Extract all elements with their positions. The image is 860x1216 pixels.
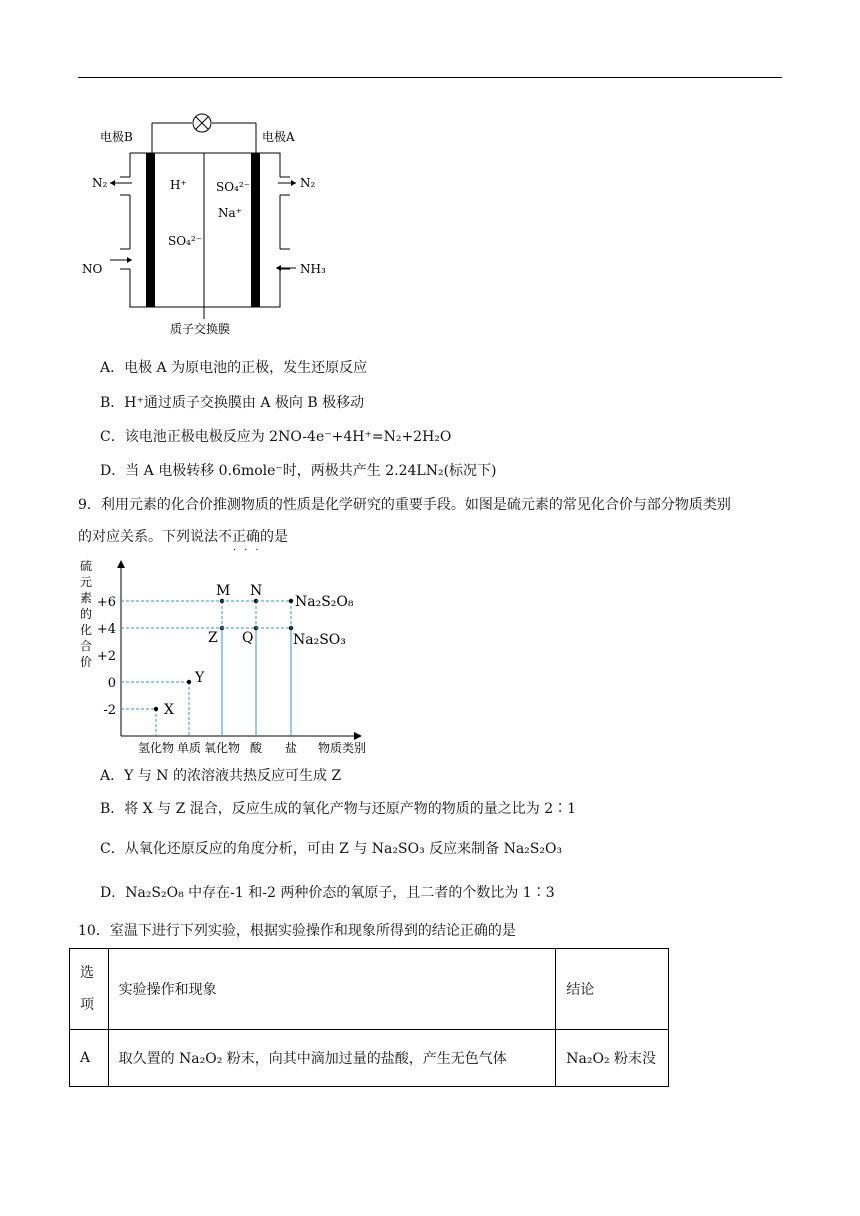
y-axis-label-char: 的 (80, 607, 93, 621)
point-label: Y (195, 670, 205, 686)
row-a-option: A (70, 1030, 109, 1087)
q9-option-a: A．Y 与 N 的浓溶液共热反应可生成 Z (100, 768, 342, 784)
y-axis-label-char: 硫 (80, 559, 93, 573)
header-rule (78, 77, 782, 78)
q8-option-b: B．H⁺通过质子交换膜由 A 极向 B 极移动 (100, 395, 365, 411)
y-axis-label-char: 素 (80, 591, 93, 605)
row-a-conclusion: Na₂O₂ 粉末没 (556, 1030, 669, 1087)
point-label: M (216, 583, 231, 599)
x-axis-label: 物质类别 (318, 741, 367, 755)
y-axis-label-char: 元 (80, 575, 93, 589)
label-n2-left: N₂ (92, 176, 108, 190)
label-membrane: 质子交换膜 (170, 322, 231, 336)
x-axis-arrow-icon (354, 732, 362, 740)
header-operation: 实验操作和现象 (108, 949, 556, 1030)
q8-option-d: D．当 A 电极转移 0.6mole⁻时，两极共产生 2.24LN₂(标况下) (100, 463, 497, 479)
x-tick-label: 盐 (284, 741, 298, 755)
cell-diagram (80, 105, 340, 345)
y-axis-arrow-icon (117, 560, 125, 568)
label-electrode-a: 电极A (262, 130, 295, 144)
label-no: NO (82, 262, 103, 276)
label-h-ion: H⁺ (170, 178, 187, 192)
bulb-icon (193, 114, 211, 132)
label-na-ion: Na⁺ (218, 206, 242, 220)
q8-option-a: A．电极 A 为原电池的正极，发生还原反应 (100, 360, 368, 376)
y-tick-label: +4 (96, 622, 116, 637)
y-axis-label-char: 化 (80, 623, 93, 637)
y-axis-label-char: 合 (80, 639, 93, 653)
row-a-operation: 取久置的 Na₂O₂ 粉末，向其中滴加过量的盐酸，产生无色气体 (108, 1030, 556, 1087)
data-point (154, 707, 158, 711)
y-axis-label-char: 价 (80, 655, 93, 669)
x-tick-label: 酸 (249, 741, 263, 755)
data-point (289, 599, 293, 603)
y-tick-label: +6 (96, 595, 116, 610)
q9-option-c: C．从氧化还原反应的角度分析，可由 Z 与 Na₂SO₃ 反应来制备 Na₂S₂O₃ (100, 841, 563, 857)
label-n2-right: N₂ (300, 176, 316, 190)
q9-option-d: D．Na₂S₂O₈ 中存在-1 和-2 两种价态的氧原子，且二者的个数比为 1∶3 (100, 885, 555, 901)
table-header-row (70, 949, 669, 1030)
point-label: Z (208, 630, 218, 646)
q9-stem-line2: 的对应关系。下列说法不正确的是 (78, 529, 288, 545)
electrode-b (146, 153, 155, 307)
point-label: Na₂S₂O₈ (295, 594, 354, 610)
y-tick-label: 0 (107, 676, 116, 691)
arrow-n2-left-icon (110, 180, 132, 186)
q8-option-c: C．该电池正极电极反应为 2NO-4e⁻+4H⁺=N₂+2H₂O (100, 429, 452, 445)
q10-stem: 10．室温下进行下列实验，根据实验操作和现象所得到的结论正确的是 (78, 923, 516, 939)
label-so4-left: SO₄²⁻ (168, 234, 203, 248)
x-tick-label: 单质 (176, 741, 202, 755)
q9-option-b: B．将 X 与 Z 混合，反应生成的氧化产物与还原产物的物质的量之比为 2∶1 (100, 801, 577, 817)
q9-stem-line1: 9．利用元素的化合价推测物质的性质是化学研究的重要手段。如图是硫元素的常见化合价与部分物质类别 (78, 497, 731, 513)
header-option-text: 选项 (80, 965, 94, 1013)
point-label: X (164, 702, 174, 718)
sulfur-valence-chart (76, 556, 386, 756)
y-tick-label: -2 (103, 703, 116, 718)
data-point (187, 680, 191, 684)
y-tick-label: +2 (96, 649, 116, 664)
point-label: Q (242, 630, 254, 646)
label-nh3: NH₃ (300, 262, 326, 276)
arrow-no-in-icon (110, 257, 132, 263)
header-conclusion: 结论 (556, 949, 669, 1030)
x-tick-label: 氢化物 (137, 741, 175, 755)
table-row (70, 1030, 669, 1087)
point-label: N (250, 583, 263, 599)
header-option (70, 949, 109, 1030)
electrode-a (251, 153, 260, 307)
experiment-table (69, 948, 669, 1087)
label-so4-right: SO₄²⁻ (216, 180, 251, 194)
emphasis-dots: ··· (233, 545, 267, 556)
x-tick-label: 氧化物 (203, 741, 241, 755)
label-electrode-b: 电极B (100, 130, 133, 144)
point-label: Na₂SO₃ (293, 632, 346, 648)
